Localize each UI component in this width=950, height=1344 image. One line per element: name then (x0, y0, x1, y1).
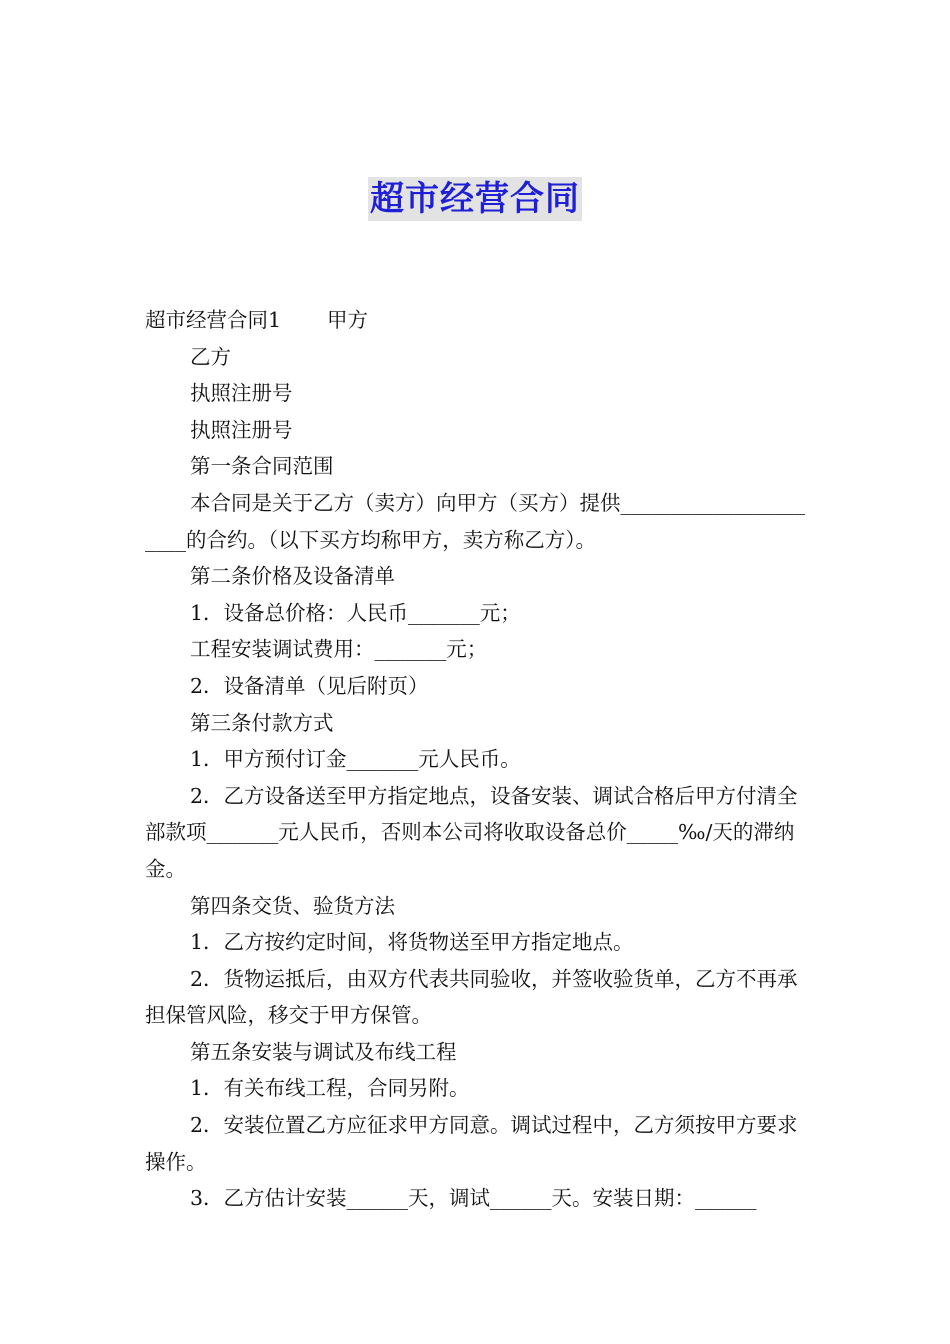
article-4-item-1: 1．乙方按约定时间，将货物送至甲方指定地点。 (190, 930, 634, 955)
license-number-a: 执照注册号 (190, 381, 293, 406)
article-2-item-2: 2．设备清单（见后附页） (190, 673, 429, 698)
article-2-item-1: 1．设备总价格：人民币_______元； (190, 600, 521, 625)
party-a-label: 甲方 (327, 308, 369, 332)
license-number-b: 执照注册号 (190, 417, 293, 442)
document-title-row (0, 177, 950, 221)
article-1-text: 本合同是关于乙方（卖方）向甲方（买方）提供______________________的合约。（以下买方均称甲方，卖方称乙方）。 (145, 490, 805, 552)
article-5-item-3: 3．乙方估计安装______天，调试______天。安装日期：______ (190, 1186, 757, 1211)
article-2-heading: 第二条价格及设备清单 (190, 564, 395, 589)
contract-heading-line (145, 302, 809, 339)
article-5-item-2: 2．安装位置乙方应征求甲方同意。调试过程中，乙方须按甲方要求操作。 (145, 1113, 798, 1174)
contract-body (145, 302, 809, 1217)
article-2-install-fee: 工程安装调试费用：_______元； (190, 637, 488, 662)
article-1-heading: 第一条合同范围 (190, 454, 334, 479)
article-3-item-2: 2．乙方设备送至甲方指定地点，设备安装、调试合格后甲方付清全部款项_______元人民币，否则本公司将收取设备总价_____‰/天的滞纳金。 (145, 783, 798, 881)
article-3-heading: 第三条付款方式 (190, 710, 334, 735)
article-4-item-2: 2．货物运抵后，由双方代表共同验收，并签收验货单，乙方不再承担保管风险，移交于甲方保管。 (145, 966, 798, 1028)
document-title: 超市经营合同 (370, 179, 580, 219)
article-5-item-1: 1．有关布线工程，合同另附。 (190, 1076, 470, 1101)
party-b-label: 乙方 (190, 344, 231, 369)
article-4-heading: 第四条交货、验货方法 (190, 893, 395, 918)
contract-number: 超市经营合同1 (145, 308, 282, 332)
article-5-heading: 第五条安装与调试及布线工程 (190, 1039, 457, 1064)
article-3-item-1: 1．甲方预付订金_______元人民币。 (190, 747, 521, 772)
